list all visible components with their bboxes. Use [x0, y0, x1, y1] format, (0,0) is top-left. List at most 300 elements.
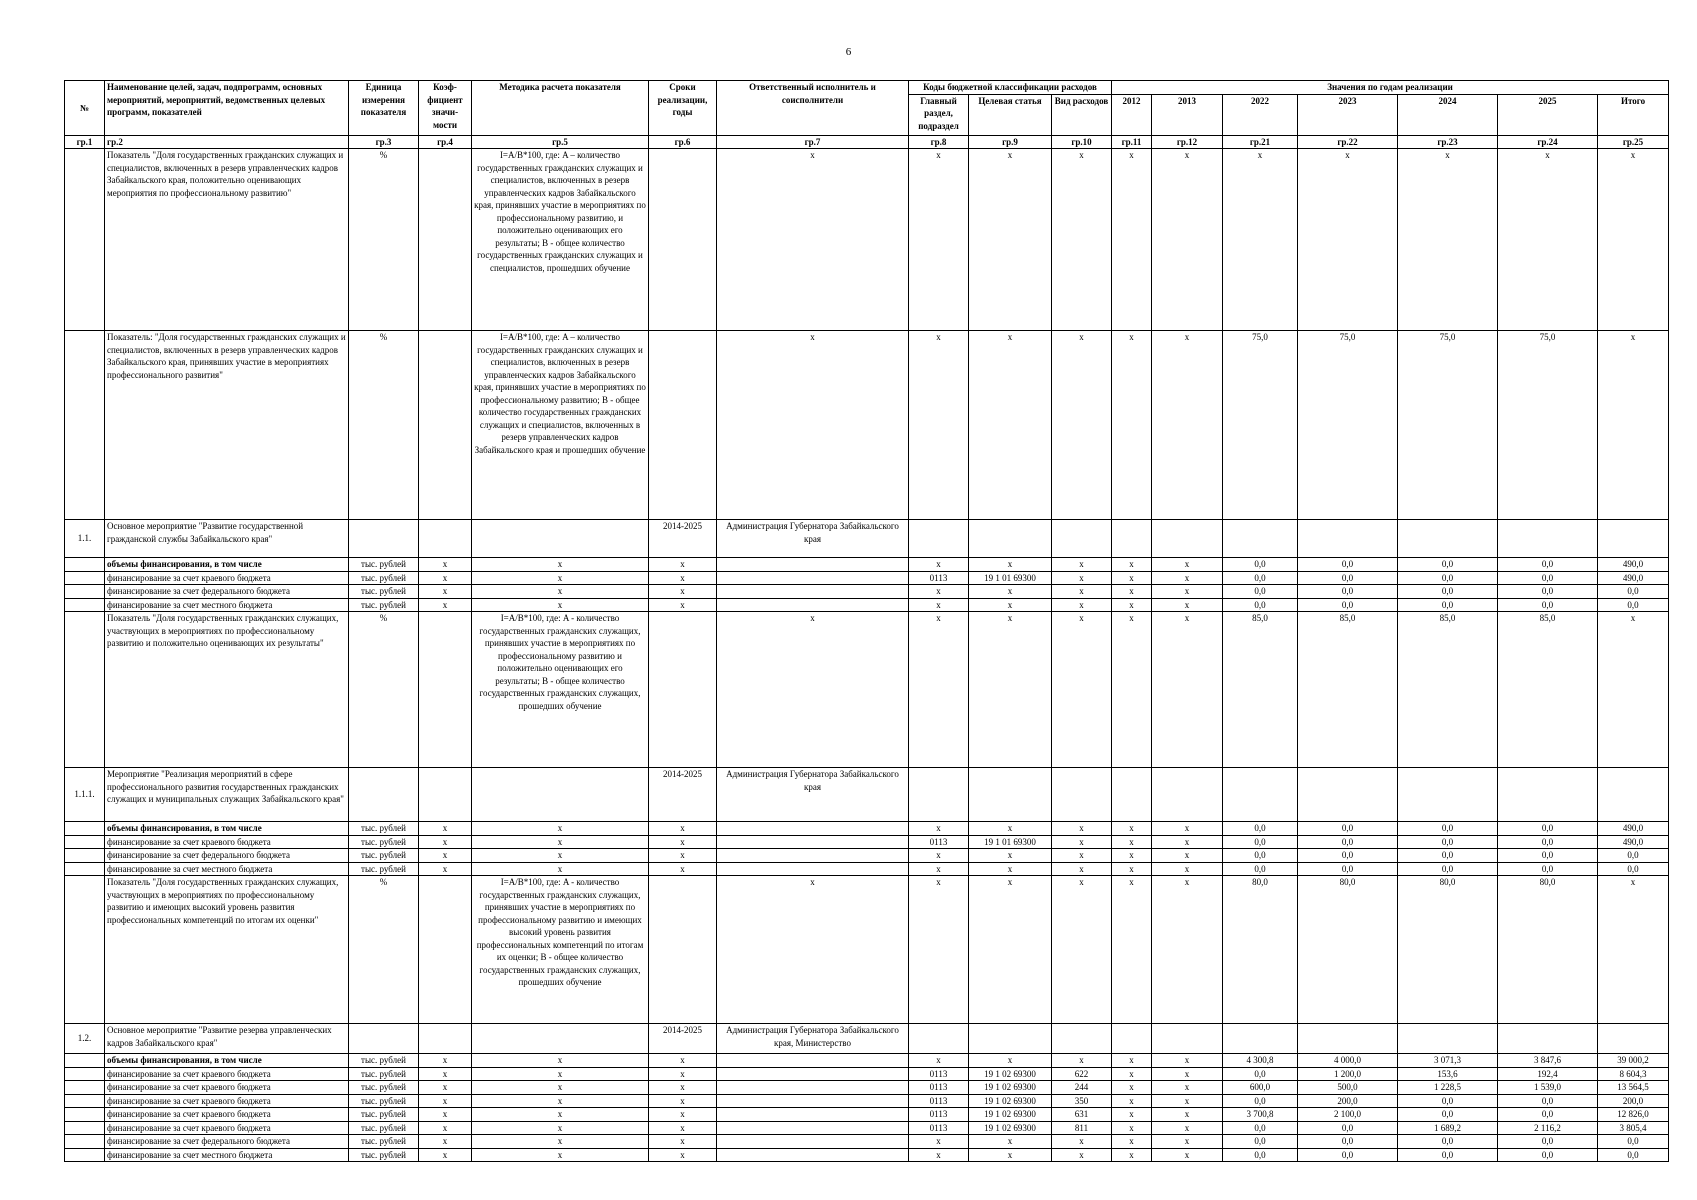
table-cell: x: [472, 1108, 649, 1122]
table-cell: x: [649, 1081, 717, 1095]
table-cell: 2 100,0: [1298, 1108, 1398, 1122]
table-cell: x: [909, 149, 969, 331]
table-cell: %: [349, 612, 419, 768]
table-cell: x: [1152, 849, 1223, 863]
table-cell: 0,0: [1223, 849, 1298, 863]
table-cell: [717, 558, 909, 572]
table-cell: x: [1112, 1067, 1152, 1081]
table-cell: x: [909, 612, 969, 768]
table-cell: 0,0: [1398, 1108, 1498, 1122]
column-group-label: гр.7: [717, 135, 909, 149]
table-cell: [349, 768, 419, 822]
table-cell: 0,0: [1223, 822, 1298, 836]
table-cell: [65, 1081, 105, 1095]
table-cell: [419, 876, 472, 1024]
table-cell: x: [1152, 1148, 1223, 1162]
column-group-label: гр.10: [1052, 135, 1112, 149]
table-cell: x: [1052, 835, 1112, 849]
table-cell: [1598, 520, 1669, 558]
table-cell: x: [1112, 1054, 1152, 1068]
table-cell: 0,0: [1498, 862, 1598, 876]
table-cell: 0,0: [1298, 1121, 1398, 1135]
table-row: [65, 1054, 1669, 1068]
table-cell: x: [969, 612, 1052, 768]
table-cell: [65, 585, 105, 599]
table-cell: 0,0: [1223, 585, 1298, 599]
table-cell: x: [472, 862, 649, 876]
table-cell: [717, 862, 909, 876]
table-cell: x: [717, 612, 909, 768]
table-cell: тыс. рублей: [349, 1054, 419, 1068]
table-cell: Показатель "Доля государственных гражданских служащих, участвующих в мероприятиях по профессиональному развитию и имеющих высокий уровень развития профессиональных компетенций по итогам их оценки": [105, 876, 349, 1024]
table-cell: x: [1052, 1135, 1112, 1149]
table-cell: 200,0: [1298, 1094, 1398, 1108]
table-cell: 75,0: [1398, 331, 1498, 520]
table-cell: x: [909, 1148, 969, 1162]
table-cell: x: [909, 585, 969, 599]
table-cell: финансирование за счет краевого бюджета: [105, 1081, 349, 1095]
table-cell: объемы финансирования, в том числе: [105, 1054, 349, 1068]
table-cell: 0,0: [1298, 598, 1398, 612]
table-cell: x: [1112, 612, 1152, 768]
table-cell: x: [649, 1108, 717, 1122]
table-cell: x: [649, 822, 717, 836]
table-row: [65, 331, 1669, 520]
column-group-label: гр.11: [1112, 135, 1152, 149]
table-cell: [909, 768, 969, 822]
table-cell: x: [1112, 862, 1152, 876]
table-cell: x: [1052, 598, 1112, 612]
table-cell: финансирование за счет федерального бюджета: [105, 585, 349, 599]
column-group-label: гр.25: [1598, 135, 1669, 149]
table-cell: 0,0: [1398, 835, 1498, 849]
table-cell: 1.1.: [65, 520, 105, 558]
table-cell: x: [1112, 598, 1152, 612]
table-cell: 490,0: [1598, 822, 1669, 836]
header-num: №: [65, 81, 105, 136]
table-cell: %: [349, 331, 419, 520]
table-cell: 75,0: [1223, 331, 1298, 520]
table-cell: 0,0: [1298, 1148, 1398, 1162]
table-row: [65, 835, 1669, 849]
table-row: [65, 612, 1669, 768]
table-cell: [717, 822, 909, 836]
table-cell: 0,0: [1498, 1094, 1598, 1108]
table-cell: [349, 1024, 419, 1054]
table-cell: x: [969, 849, 1052, 863]
table-cell: x: [419, 822, 472, 836]
table-cell: Основное мероприятие "Развитие резерва управленческих кадров Забайкальского края": [105, 1024, 349, 1054]
table-cell: x: [1112, 835, 1152, 849]
table-cell: x: [969, 876, 1052, 1024]
table-cell: 0,0: [1398, 822, 1498, 836]
table-cell: x: [649, 558, 717, 572]
table-cell: [1052, 1024, 1112, 1054]
table-cell: x: [1298, 149, 1398, 331]
table-cell: x: [1598, 331, 1669, 520]
table-cell: [1598, 768, 1669, 822]
table-cell: x: [1052, 585, 1112, 599]
table-cell: 3 071,3: [1398, 1054, 1498, 1068]
table-cell: 500,0: [1298, 1081, 1398, 1095]
table-cell: 19 1 02 69300: [969, 1067, 1052, 1081]
table-cell: [717, 1135, 909, 1149]
table-cell: 0,0: [1223, 1135, 1298, 1149]
column-group-label: гр.6: [649, 135, 717, 149]
table-cell: [1398, 520, 1498, 558]
table-cell: 4 300,8: [1223, 1054, 1298, 1068]
column-group-label: гр.1: [65, 135, 105, 149]
table-cell: тыс. рублей: [349, 862, 419, 876]
table-cell: x: [1152, 1121, 1223, 1135]
table-cell: x: [909, 862, 969, 876]
table-cell: финансирование за счет федерального бюджета: [105, 1135, 349, 1149]
header-year: 2012: [1112, 94, 1152, 135]
table-cell: тыс. рублей: [349, 1094, 419, 1108]
table-cell: x: [1052, 822, 1112, 836]
table-cell: финансирование за счет краевого бюджета: [105, 835, 349, 849]
table-cell: [649, 149, 717, 331]
column-group-row: [65, 135, 1669, 149]
table-cell: x: [969, 1054, 1052, 1068]
table-cell: 0,0: [1223, 835, 1298, 849]
table-cell: 490,0: [1598, 835, 1669, 849]
header-method: Методика расчета показателя: [472, 81, 649, 136]
header-terms: Сроки реализации, годы: [649, 81, 717, 136]
table-cell: [717, 1148, 909, 1162]
table-cell: x: [969, 558, 1052, 572]
table-cell: 153,6: [1398, 1067, 1498, 1081]
table-cell: x: [472, 1054, 649, 1068]
table-cell: x: [1152, 1094, 1223, 1108]
table-cell: x: [419, 571, 472, 585]
header-resp: Ответственный исполнитель и соисполнители: [717, 81, 909, 136]
table-cell: 85,0: [1398, 612, 1498, 768]
table-cell: тыс. рублей: [349, 849, 419, 863]
table-cell: 1 539,0: [1498, 1081, 1598, 1095]
table-cell: 350: [1052, 1094, 1112, 1108]
table-cell: x: [472, 558, 649, 572]
table-cell: 0,0: [1223, 1067, 1298, 1081]
table-cell: 0,0: [1498, 835, 1598, 849]
table-cell: x: [969, 862, 1052, 876]
table-cell: x: [472, 598, 649, 612]
table-cell: 0,0: [1398, 598, 1498, 612]
table-cell: x: [419, 1094, 472, 1108]
table-cell: тыс. рублей: [349, 598, 419, 612]
table-cell: x: [1152, 1054, 1223, 1068]
table-cell: Администрация Губернатора Забайкальского края: [717, 768, 909, 822]
table-cell: 1 689,2: [1398, 1121, 1498, 1135]
table-cell: [649, 612, 717, 768]
table-cell: [65, 1121, 105, 1135]
table-cell: 2 116,2: [1498, 1121, 1598, 1135]
table-cell: %: [349, 149, 419, 331]
table-cell: I=A/B*100, где: A – количество государственных гражданских служащих и специалистов, включенных в резерв управленческих кадров Забайкальского края, принявших участие в мероприятиях по профессиональному развитию; B - общее количество государственных гражданских служащих и специалистов, включенных в резерв управленческих кадров Забайкальского края и прошедших обучение: [472, 331, 649, 520]
table-cell: 0,0: [1498, 849, 1598, 863]
table-cell: x: [472, 1135, 649, 1149]
table-cell: x: [969, 598, 1052, 612]
table-cell: 0,0: [1298, 585, 1398, 599]
table-cell: x: [1152, 876, 1223, 1024]
table-cell: [65, 876, 105, 1024]
table-cell: x: [649, 1135, 717, 1149]
table-cell: тыс. рублей: [349, 585, 419, 599]
table-cell: 0113: [909, 1121, 969, 1135]
table-cell: x: [472, 1094, 649, 1108]
table-cell: [649, 331, 717, 520]
table-cell: x: [1152, 862, 1223, 876]
table-cell: тыс. рублей: [349, 1135, 419, 1149]
table-cell: 0,0: [1498, 822, 1598, 836]
table-cell: [969, 768, 1052, 822]
table-cell: 0113: [909, 1081, 969, 1095]
table-cell: 622: [1052, 1067, 1112, 1081]
table-cell: x: [419, 835, 472, 849]
table-cell: [419, 768, 472, 822]
table-cell: 0,0: [1223, 862, 1298, 876]
table-cell: x: [472, 1067, 649, 1081]
table-cell: финансирование за счет местного бюджета: [105, 1148, 349, 1162]
table-cell: x: [649, 1148, 717, 1162]
table-cell: 2014-2025: [649, 768, 717, 822]
table-cell: [65, 835, 105, 849]
table-cell: x: [1598, 612, 1669, 768]
table-cell: x: [419, 598, 472, 612]
table-cell: 0,0: [1298, 822, 1398, 836]
table-cell: x: [419, 1148, 472, 1162]
table-cell: 0113: [909, 1094, 969, 1108]
table-cell: 1 200,0: [1298, 1067, 1398, 1081]
table-cell: x: [649, 1121, 717, 1135]
table-cell: x: [909, 558, 969, 572]
table-cell: 0,0: [1598, 598, 1669, 612]
table-cell: 0,0: [1223, 1094, 1298, 1108]
table-row: [65, 598, 1669, 612]
table-row: [65, 585, 1669, 599]
table-cell: 0113: [909, 1108, 969, 1122]
table-cell: тыс. рублей: [349, 822, 419, 836]
table-cell: [1112, 768, 1152, 822]
table-row: [65, 862, 1669, 876]
table-cell: [1223, 768, 1298, 822]
table-cell: x: [1152, 1067, 1223, 1081]
header-name: Наименование целей, задач, подпрограмм, основных мероприятий, мероприятий, ведомственных целевых программ, показателей: [105, 81, 349, 136]
table-cell: x: [649, 849, 717, 863]
table-cell: [1112, 520, 1152, 558]
table-cell: [65, 1148, 105, 1162]
table-cell: [717, 1121, 909, 1135]
table-cell: [65, 822, 105, 836]
column-group-label: гр.4: [419, 135, 472, 149]
header-year: 2023: [1298, 94, 1398, 135]
table-cell: x: [649, 835, 717, 849]
table-cell: [65, 558, 105, 572]
header-year: 2022: [1223, 94, 1298, 135]
table-cell: 0,0: [1598, 862, 1669, 876]
table-cell: x: [969, 822, 1052, 836]
table-cell: x: [909, 849, 969, 863]
table-cell: x: [1112, 1148, 1152, 1162]
table-cell: [65, 1067, 105, 1081]
table-cell: [419, 520, 472, 558]
table-cell: x: [419, 1054, 472, 1068]
table-cell: [65, 149, 105, 331]
header-row-1: [65, 81, 1669, 95]
table-cell: x: [717, 876, 909, 1024]
table-cell: x: [1152, 822, 1223, 836]
header-values-group: Значения по годам реализации: [1112, 81, 1669, 95]
table-cell: [649, 876, 717, 1024]
table-cell: x: [1112, 149, 1152, 331]
table-cell: 39 000,2: [1598, 1054, 1669, 1068]
table-cell: x: [1152, 585, 1223, 599]
table-cell: тыс. рублей: [349, 1108, 419, 1122]
header-code-type: Вид расходов: [1052, 94, 1112, 135]
table-cell: [1498, 1024, 1598, 1054]
table-cell: x: [909, 876, 969, 1024]
table-cell: x: [649, 585, 717, 599]
table-cell: [65, 1135, 105, 1149]
table-cell: x: [1112, 1121, 1152, 1135]
table-cell: 75,0: [1498, 331, 1598, 520]
table-cell: [1112, 1024, 1152, 1054]
table-cell: Администрация Губернатора Забайкальского края: [717, 520, 909, 558]
table-row: [65, 571, 1669, 585]
table-cell: x: [1223, 149, 1298, 331]
table-cell: 0,0: [1223, 558, 1298, 572]
table-cell: [717, 585, 909, 599]
table-cell: 0,0: [1398, 1148, 1498, 1162]
table-cell: x: [1052, 149, 1112, 331]
table-cell: [717, 1108, 909, 1122]
table-cell: [717, 1081, 909, 1095]
table-cell: 80,0: [1223, 876, 1298, 1024]
table-cell: [1298, 768, 1398, 822]
table-cell: [1298, 520, 1398, 558]
column-group-label: гр.22: [1298, 135, 1398, 149]
table-cell: 0,0: [1398, 1135, 1498, 1149]
table-cell: x: [1112, 1135, 1152, 1149]
table-cell: 0,0: [1498, 558, 1598, 572]
table-cell: тыс. рублей: [349, 558, 419, 572]
table-cell: x: [472, 822, 649, 836]
table-cell: 0,0: [1598, 1148, 1669, 1162]
table-cell: x: [1152, 558, 1223, 572]
header-year: 2025: [1498, 94, 1598, 135]
table-cell: x: [1052, 862, 1112, 876]
table-cell: x: [1152, 1108, 1223, 1122]
table-row: [65, 1148, 1669, 1162]
table-cell: x: [419, 1121, 472, 1135]
table-cell: 0,0: [1498, 1135, 1598, 1149]
column-group-label: гр.21: [1223, 135, 1298, 149]
table-cell: финансирование за счет местного бюджета: [105, 598, 349, 612]
header-year: 2024: [1398, 94, 1498, 135]
table-cell: 0,0: [1298, 862, 1398, 876]
table-cell: [1223, 1024, 1298, 1054]
table-cell: 0,0: [1598, 849, 1669, 863]
table-cell: [65, 1054, 105, 1068]
table-cell: 244: [1052, 1081, 1112, 1095]
column-group-label: гр.2: [105, 135, 349, 149]
table-cell: финансирование за счет краевого бюджета: [105, 1094, 349, 1108]
table-cell: x: [1152, 149, 1223, 331]
table-cell: x: [419, 1108, 472, 1122]
table-cell: 80,0: [1298, 876, 1398, 1024]
table-cell: 85,0: [1223, 612, 1298, 768]
table-cell: x: [472, 585, 649, 599]
header-code-target: Целевая статья: [969, 94, 1052, 135]
table-cell: [717, 598, 909, 612]
table-cell: 0113: [909, 1067, 969, 1081]
table-cell: x: [1152, 598, 1223, 612]
table-cell: x: [472, 571, 649, 585]
table-cell: x: [419, 1135, 472, 1149]
table-cell: x: [649, 862, 717, 876]
table-cell: 0,0: [1398, 571, 1498, 585]
table-cell: x: [1112, 849, 1152, 863]
table-cell: 0,0: [1598, 1135, 1669, 1149]
table-cell: 3 847,6: [1498, 1054, 1598, 1068]
table-cell: x: [1112, 571, 1152, 585]
table-cell: x: [419, 585, 472, 599]
header-year: 2013: [1152, 94, 1223, 135]
table-cell: 85,0: [1498, 612, 1598, 768]
table-row: [65, 1135, 1669, 1149]
table-cell: 8 604,3: [1598, 1067, 1669, 1081]
table-cell: x: [649, 598, 717, 612]
table-cell: x: [909, 331, 969, 520]
table-cell: Показатель "Доля государственных гражданских служащих и специалистов, включенных в резерв управленческих кадров Забайкальского края, положительно оценивающих мероприятия по профессиональному развитию": [105, 149, 349, 331]
table-cell: [1598, 1024, 1669, 1054]
column-group-label: гр.9: [969, 135, 1052, 149]
table-cell: x: [969, 331, 1052, 520]
table-cell: x: [717, 331, 909, 520]
table-cell: Основное мероприятие "Развитие государственной гражданской службы Забайкальского края": [105, 520, 349, 558]
table-cell: [65, 849, 105, 863]
table-cell: 0,0: [1298, 849, 1398, 863]
table-cell: I=A/B*100, где: A - количество государственных гражданских служащих, принявших участие в мероприятиях по профессиональному развитию и положительно оценивающих его результаты; B - общее количество государственных гражданских служащих, прошедших обучение: [472, 612, 649, 768]
table-cell: x: [1398, 149, 1498, 331]
table-cell: 192,4: [1498, 1067, 1598, 1081]
table-cell: x: [1112, 876, 1152, 1024]
table-cell: [419, 1024, 472, 1054]
table-cell: x: [1152, 612, 1223, 768]
column-group-label: гр.24: [1498, 135, 1598, 149]
table-cell: Администрация Губернатора Забайкальского края, Министерство: [717, 1024, 909, 1054]
table-cell: [1498, 520, 1598, 558]
table-cell: x: [1152, 1135, 1223, 1149]
table-cell: [717, 1054, 909, 1068]
table-cell: 0,0: [1598, 585, 1669, 599]
table-cell: Показатель: "Доля государственных гражданских служащих и специалистов, включенных в резерв управленческих кадров Забайкальского края, принявших участие в мероприятиях профессионального развития": [105, 331, 349, 520]
table-cell: 0,0: [1298, 571, 1398, 585]
table-cell: 0,0: [1498, 1148, 1598, 1162]
table-cell: x: [419, 862, 472, 876]
table-cell: x: [969, 149, 1052, 331]
table-cell: [65, 331, 105, 520]
table-cell: x: [419, 558, 472, 572]
table-cell: x: [1052, 558, 1112, 572]
table-cell: x: [472, 1148, 649, 1162]
program-table: [64, 80, 1669, 1162]
table-cell: 3 805,4: [1598, 1121, 1669, 1135]
table-cell: [65, 1108, 105, 1122]
table-cell: x: [1112, 1108, 1152, 1122]
table-cell: тыс. рублей: [349, 1121, 419, 1135]
table-cell: 19 1 01 69300: [969, 571, 1052, 585]
